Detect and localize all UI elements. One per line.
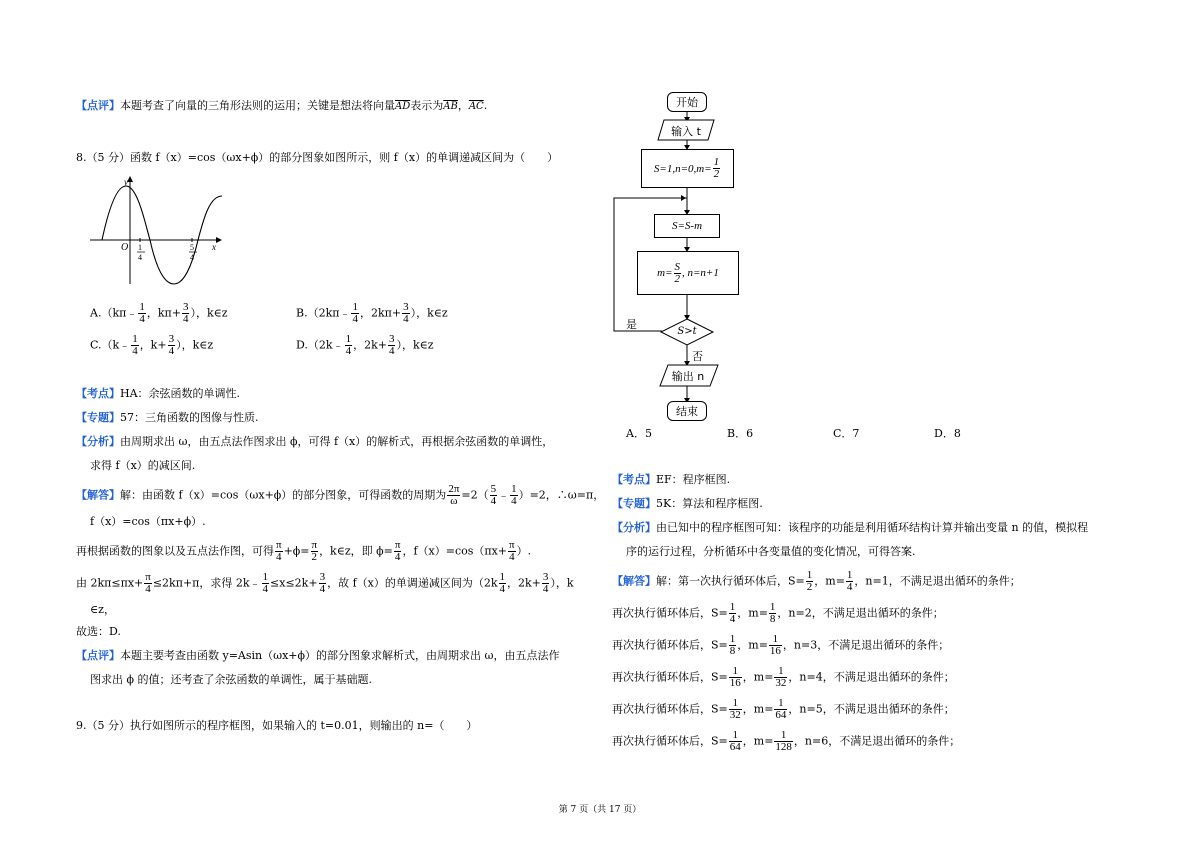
- option-b[interactable]: B.（2kπ﹣ $\frac{1}{4}$ ，2kπ+ $\frac{3}{4}$ ），k∈z: [296, 301, 448, 325]
- option-a[interactable]: A.（kπ﹣ $\frac{1}{4}$ ，kπ+ $\frac{3}{4}$ ），k∈z: [90, 301, 228, 325]
- iteration-row-6: 再次执行循环体后，S= $\frac{1}{64}$ ，m= $\frac{1}{128}$ ，n=6，不满足退出循环的条件；: [612, 729, 961, 753]
- flow-step-s: S=S-m: [654, 214, 720, 238]
- x-axis-label: x: [212, 242, 216, 252]
- jieda-q8-line3: 再根据函数的图象以及五点法作图，可得 $\frac{\pi}{4}$ +ϕ= $\frac{\pi}{2}$ ，k∈z，即 ϕ= $\frac{\pi}{4}$ ，f（x）=cos（πx+ $\frac{\pi}{4}$ ）.: [76, 539, 532, 563]
- fenxi-q9-line1: 【分析】由已知中的程序框图可知：该程序的功能是利用循环结构计算并输出变量 n 的值，模拟程: [612, 521, 1089, 534]
- origin-label: O: [121, 242, 129, 253]
- fenxi-q9-line2: 序的运行过程，分析循环中各变量值的变化情况，可得答案.: [626, 545, 916, 558]
- dianping-q8-line1: 【点评】本题主要考查由函数 y=Asin（ωx+ϕ）的部分图象求解析式，由周期求出 ω，由五点法作: [76, 649, 560, 662]
- flow-condition: S>t: [677, 326, 697, 337]
- question-8-stem: 8.（5 分）函数 f（x）=cos（ωx+ϕ）的部分图象如图所示，则 f（x）的单调递减区间为（ ）: [76, 151, 559, 164]
- x-axis-arrow: [216, 237, 222, 243]
- jieda-q8-line5: ∈z，: [90, 603, 115, 616]
- fenxi-q8-line1: 【分析】由周期求出 ω，由五点法作图求出 ϕ，可得 f（x）的解析式，再根据余弦函数的单调性，: [76, 435, 554, 448]
- tick-quarter-den: 4: [138, 253, 142, 262]
- flow-no-label: 否: [692, 350, 703, 363]
- flow-end: 结束: [667, 401, 707, 421]
- jieda-q8-line4: 由 2kπ≤πx+ $\frac{\pi}{4}$ ≤2kπ+π，求得 2k﹣ $\frac{1}{4}$ ≤x≤2k+ $\frac{3}{4}$ ，故 f（x）的单调递减区间为（2k $\frac{1}{4}$ ，2k+ $\frac{3}{4}$ ），k: [76, 571, 574, 595]
- tick-five-quarter-num: 5: [190, 243, 194, 252]
- flow-start: 开始: [667, 92, 707, 112]
- flow-output: 输出 n: [671, 370, 705, 383]
- q9-option-d[interactable]: D．8: [934, 427, 961, 440]
- q9-option-c[interactable]: C．7: [833, 427, 860, 440]
- dianping-q8-line2: 图求出 ϕ 的值；还考查了余弦函数的单调性，属于基础题.: [90, 673, 372, 686]
- tick-quarter-num: 1: [138, 243, 142, 252]
- q9-option-a[interactable]: A．5: [626, 427, 652, 440]
- tag-dianping: 【点评】: [76, 99, 120, 112]
- fenxi-q8-line2: 求得 f（x）的减区间.: [90, 459, 196, 472]
- flow-yes-label: 是: [626, 318, 637, 331]
- iteration-row-5: 再次执行循环体后，S= $\frac{1}{32}$ ，m= $\frac{1}{64}$ ，n=5，不满足退出循环的条件；: [612, 697, 955, 721]
- zhuanti-q9: 【专题】5K：算法和程序框图.: [612, 497, 763, 510]
- iteration-row-1: 【解答】解：第一次执行循环体后，S= $\frac{1}{2}$ ，m= $\frac{1}{4}$ ，n=1，不满足退出循环的条件；: [612, 569, 1021, 593]
- kaodian-q8: 【考点】HA：余弦函数的单调性.: [76, 387, 241, 400]
- iteration-row-3: 再次执行循环体后，S= $\frac{1}{8}$ ，m= $\frac{1}{16}$ ，n=3，不满足退出循环的条件；: [612, 633, 950, 657]
- flow-step-m: m= $\frac{S}{2}$ , n=n+1: [637, 251, 739, 295]
- tick-five-quarter-den: 4: [190, 253, 194, 262]
- jieda-q8-answer: 故选：D.: [76, 625, 121, 638]
- zhuanti-q8: 【专题】57：三角函数的图像与性质.: [76, 411, 259, 424]
- q9-option-b[interactable]: B．6: [727, 427, 754, 440]
- option-c[interactable]: C.（k﹣ $\frac{1}{4}$ ，k+ $\frac{3}{4}$ ），k∈z: [90, 333, 214, 357]
- page-footer: 第 7 页（共 17 页）: [558, 805, 642, 815]
- flow-init: S=1,n=0,m= $\frac{1}{2}$: [641, 149, 734, 188]
- kaodian-q9: 【考点】EF：程序框图.: [612, 473, 731, 486]
- question-9-stem: 9.（5 分）执行如图所示的程序框图，如果输入的 t=0.01，则输出的 n=（ ）: [76, 719, 478, 732]
- review-q7: 【点评】本题考查了向量的三角形法则的运用；关键是想法将向量$\overline{AD}$表示为$\overline{AB}$，$\overline{AC}$.: [76, 99, 488, 112]
- jieda-q8-line1: 【解答】解：由函数 f（x）=cos（ωx+ϕ）的部分图象，可得函数的周期为 $\frac{2\pi}{\omega}$ =2（ $\frac{5}{4}$ ﹣ $\frac{1}{4}$ ）=2，∴ω=π，: [76, 483, 605, 507]
- jieda-q8-line2: f（x）=cos（πx+ϕ）.: [90, 515, 206, 528]
- iteration-row-2: 再次执行循环体后，S= $\frac{1}{4}$ ，m= $\frac{1}{8}$ ，n=2，不满足退出循环的条件；: [612, 601, 944, 625]
- iteration-row-4: 再次执行循环体后，S= $\frac{1}{16}$ ，m= $\frac{1}{32}$ ，n=4，不满足退出循环的条件；: [612, 665, 955, 689]
- cosine-graph: [88, 172, 233, 288]
- option-d[interactable]: D.（2k﹣ $\frac{1}{4}$ ，2k+ $\frac{3}{4}$ ），k∈z: [296, 333, 434, 357]
- y-axis-label: y: [124, 177, 128, 187]
- cosine-curve: [102, 186, 222, 284]
- flow-input: 输入 t: [671, 125, 701, 138]
